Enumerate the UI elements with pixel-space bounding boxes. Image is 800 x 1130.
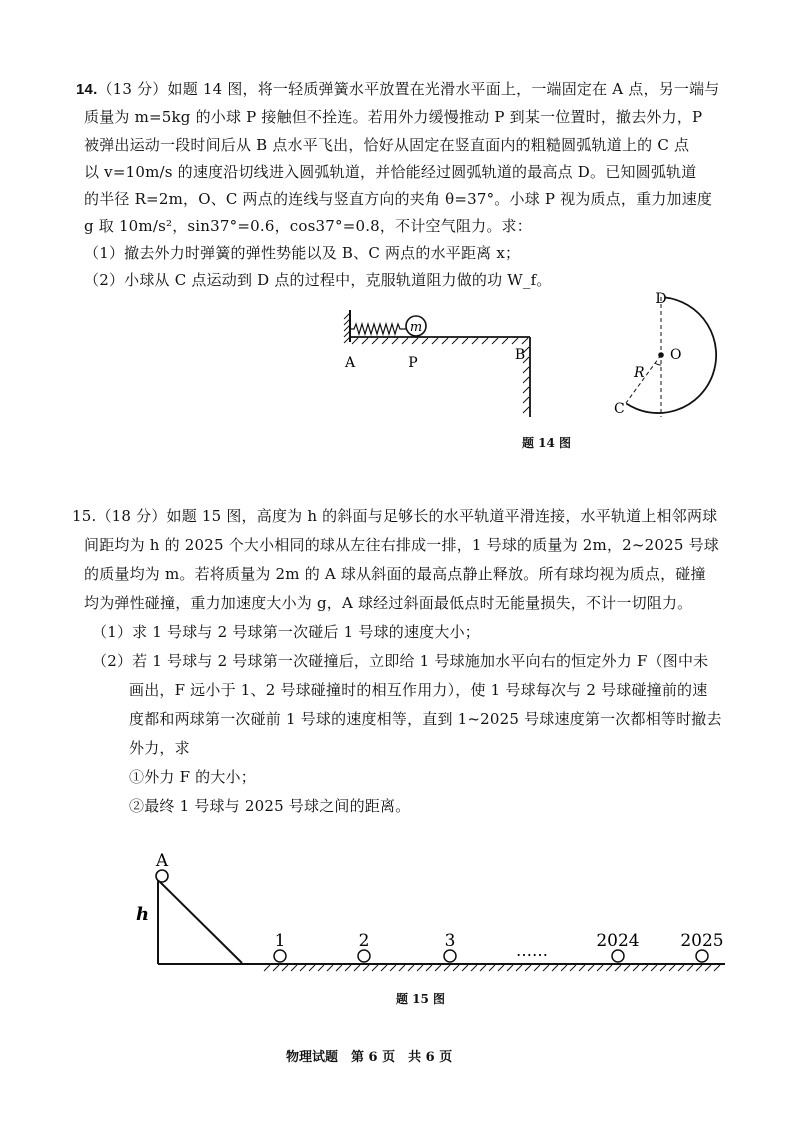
q14-part-2: （2）小球从 C 点运动到 D 点的过程中，克服轨道阻力做的功 W_f。 bbox=[84, 271, 552, 289]
q15-number: 15. bbox=[72, 507, 97, 525]
q14-text-1: （13 分）如题 14 图，将一轻质弹簧水平放置在光滑水平面上，一端固定在 A 点，另一端与 bbox=[97, 80, 720, 98]
label-a15: A bbox=[155, 851, 169, 871]
ellipsis-dots: …… bbox=[516, 941, 548, 960]
label-a: A bbox=[344, 355, 356, 371]
q15-sub-1: ①外力 F 的大小； bbox=[129, 768, 256, 786]
q14-number: 14. bbox=[76, 81, 98, 98]
ball-a bbox=[156, 870, 168, 882]
q15-sub-2: ②最终 1 号球与 2025 号球之间的距离。 bbox=[129, 797, 411, 815]
label-p: P bbox=[408, 355, 418, 371]
ball-2 bbox=[358, 950, 370, 962]
label-ball-2024: 2024 bbox=[596, 931, 640, 951]
angle-mark bbox=[655, 363, 661, 365]
q14-line-1 bbox=[76, 79, 720, 100]
incline-slope bbox=[158, 880, 242, 963]
q14-line-5: 的半径 R=2m，O、C 两点的连线与竖直方向的夹角 θ=37°。小球 P 视为质点，重力加速度 bbox=[84, 190, 713, 208]
table-hatch bbox=[352, 338, 529, 413]
q14-figure bbox=[330, 285, 750, 450]
q15-part-2-line-4: 外力，求 bbox=[129, 739, 190, 757]
label-b: B bbox=[514, 347, 526, 363]
q14-line-4: 以 v=10m/s 的速度沿切线进入圆弧轨道，并恰能经过圆弧轨道的最高点 D。已知圆弧轨道 bbox=[84, 163, 697, 181]
q15-caption: 题 15 图 bbox=[396, 992, 446, 1006]
q14-line-2: 质量为 m=5kg 的小球 P 接触但不拴连。若用外力缓慢推动 P 到某一位置时，撤去外力，P bbox=[84, 108, 703, 126]
q15-part-2-line-2: 画出，F 远小于 1、2 号球碰撞时的相互作用力），使 1 号球每次与 2 号球碰撞前的速 bbox=[129, 681, 708, 699]
label-ball-1: 1 bbox=[274, 931, 286, 951]
label-c: C bbox=[614, 401, 625, 417]
q15-text-1: （18 分）如题 15 图，高度为 h 的斜面与足够长的水平轨道平滑连接，水平轨道上相邻两球 bbox=[96, 507, 718, 525]
q15-part-2-line-1: （2）若 1 号球与 2 号球第一次碰撞后，立即给 1 号球施加水平向右的恒定外力 F（图中未 bbox=[92, 652, 709, 670]
label-ball-2025: 2025 bbox=[680, 931, 724, 951]
page-footer: 物理试题 第 6 页 共 6 页 bbox=[286, 1050, 453, 1065]
ground-hatch bbox=[264, 965, 720, 971]
ball-2025 bbox=[696, 950, 708, 962]
q15-line-3: 的质量均为 m。若将质量为 2m 的 A 球从斜面的最高点静止释放。所有球均视为质点，碰撞 bbox=[84, 565, 706, 583]
label-d: D bbox=[655, 291, 667, 307]
label-h: h bbox=[136, 904, 150, 925]
label-ball-2: 2 bbox=[358, 931, 370, 951]
center-o bbox=[658, 352, 664, 358]
q14-part-1: （1）撤去外力时弹簧的弹性势能以及 B、C 两点的水平距离 x； bbox=[84, 244, 521, 262]
q15-line-4: 均为弹性碰撞，重力加速度大小为 g，A 球经过斜面最低点时无能量损失，不计一切阻力。 bbox=[84, 594, 693, 612]
q15-figure bbox=[120, 840, 740, 980]
ball-3 bbox=[444, 950, 456, 962]
q14-line-6: g 取 10m/s²，sin37°=0.6，cos37°=0.8，不计空气阻力。求： bbox=[84, 217, 532, 235]
label-ball-3: 3 bbox=[444, 931, 456, 951]
label-r: R bbox=[634, 365, 645, 381]
ball-2024 bbox=[612, 950, 624, 962]
label-m: m bbox=[409, 320, 423, 335]
q15-part-2-line-3: 度都和两球第一次碰前 1 号球的速度相等，直到 1~2025 号球速度第一次都相等时撤去 bbox=[129, 710, 722, 728]
q15-part-1: （1）求 1 号球与 2 号球第一次碰后 1 号球的速度大小； bbox=[92, 623, 480, 641]
q15-line-2: 间距均为 h 的 2025 个大小相同的球从左往右排成一排，1 号球的质量为 2m，2~2025 号球 bbox=[84, 536, 720, 554]
ball-1 bbox=[274, 950, 286, 962]
q14-caption: 题 14 图 bbox=[522, 436, 572, 450]
spring bbox=[350, 324, 406, 334]
label-o: O bbox=[670, 347, 682, 363]
q15-line-1 bbox=[72, 506, 717, 526]
q14-line-3: 被弹出运动一段时间后从 B 点水平飞出，恰好从固定在竖直面内的粗糙圆弧轨道上的 C 点 bbox=[84, 136, 690, 154]
